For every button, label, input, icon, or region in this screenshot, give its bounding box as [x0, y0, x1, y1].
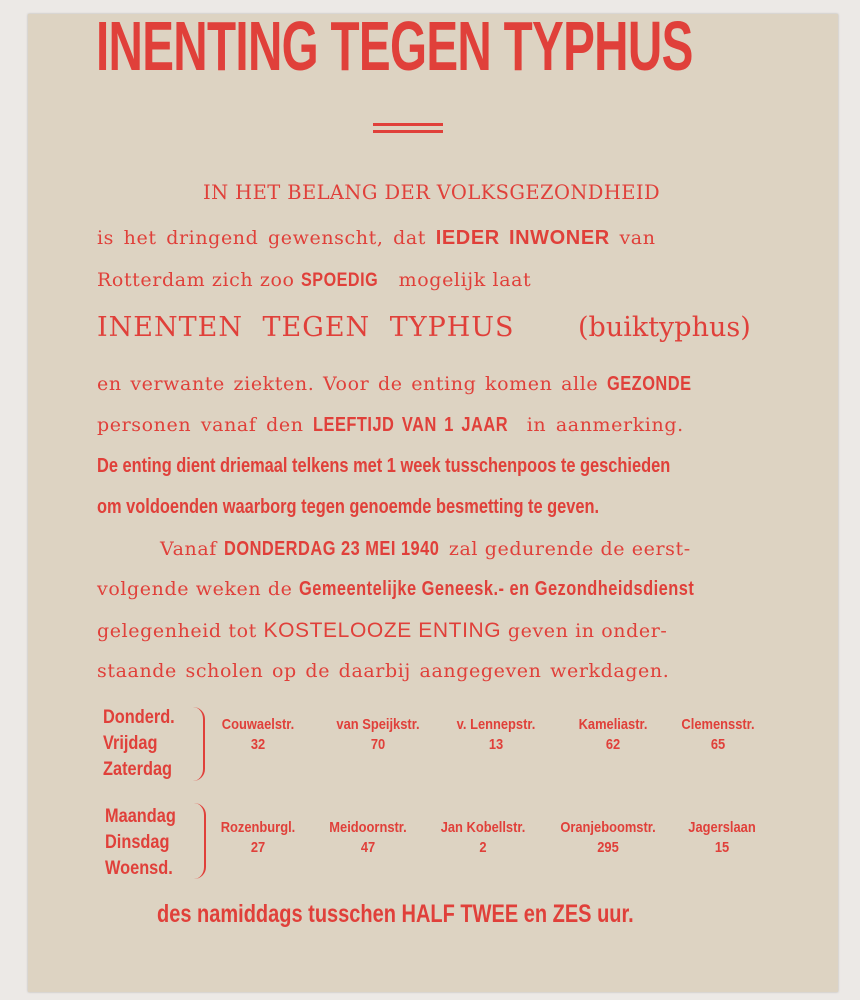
emphasis-spoedig: SPOEDIG — [301, 270, 379, 291]
school-v-lennepstr: v. Lennepstr. 13 — [456, 716, 536, 753]
days-group-2: Maandag Dinsdag Woensd. — [105, 806, 176, 879]
title-rule-bottom — [373, 130, 443, 133]
school-clemensstr: Clemensstr. 65 — [681, 716, 755, 753]
title-rule-top — [373, 123, 443, 126]
body-line-11: gelegenheid tot KOSTELOOZE ENTING geven in onder- — [97, 619, 668, 642]
body-line-8: om voldoenden waarborg tegen genoemde besmetting te geven. — [97, 496, 600, 518]
footer-hours: des namiddags tusschen HALF TWEE en ZES uur. — [157, 900, 634, 928]
school-kameliastr: Kameliastr. 62 — [578, 716, 648, 753]
brace-group-2 — [194, 803, 206, 879]
body-line-10: volgende weken de Gemeentelijke Geneesk.- en Gezondheidsdienst — [97, 578, 695, 600]
body-line-2: is het dringend gewenscht, dat IEDER INWONER van — [97, 227, 656, 249]
school-jan-kobellstr: Jan Kobellstr. 2 — [440, 819, 526, 856]
big-line-paren: (buiktyphus) — [578, 312, 751, 343]
emphasis-date: DONDERDAG 23 MEI 1940 — [223, 538, 439, 560]
body-line-3: Rotterdam zich zoo SPOEDIG mogelijk laat — [97, 269, 532, 291]
school-rozenburgl: Rozenburgl. 27 — [220, 819, 296, 856]
body-line-9: Vanaf DONDERDAG 23 MEI 1940 zal gedurende de eerst- — [160, 538, 691, 560]
emphasis-gezonde: GEZONDE — [606, 373, 692, 395]
poster-title: INENTING TEGEN TYPHUS — [96, 7, 693, 85]
school-jagerslaan: Jagerslaan 15 — [688, 819, 756, 856]
body-line-7: De enting dient driemaal telkens met 1 week tusschenpoos te geschieden — [97, 455, 671, 477]
emphasis-ieder-inwoner: IEDER INWONER — [435, 227, 610, 249]
emphasis-gezondheidsdienst: Gemeentelijke Geneesk.- en Gezondheidsdienst — [299, 578, 695, 600]
intro-heading: IN HET BELANG DER VOLKSGEZONDHEID — [203, 181, 661, 204]
big-line: INENTEN TEGEN TYPHUS — [97, 312, 515, 343]
brace-group-1 — [193, 707, 205, 781]
school-couwaelstr: Couwaelstr. 32 — [221, 716, 295, 753]
school-meidoornstr: Meidoornstr. 47 — [329, 819, 407, 856]
body-line-12: staande scholen op de daarbij aangegeven werkdagen. — [97, 660, 670, 682]
days-group-1: Donderd. Vrijdag Zaterdag — [103, 707, 175, 780]
body-line-5: en verwante ziekten. Voor de enting komen alle GEZONDE — [97, 373, 692, 395]
school-van-speijkstr: van Speijkstr. 70 — [336, 716, 420, 753]
emphasis-kostelooze-enting: KOSTELOOZE ENTING — [263, 619, 502, 642]
school-oranjeboomstr: Oranjeboomstr. 295 — [560, 819, 656, 856]
body-line-6: personen vanaf den LEEFTIJD VAN 1 JAAR in aanmerking. — [97, 414, 684, 436]
emphasis-leeftijd: LEEFTIJD VAN 1 JAAR — [313, 414, 509, 436]
